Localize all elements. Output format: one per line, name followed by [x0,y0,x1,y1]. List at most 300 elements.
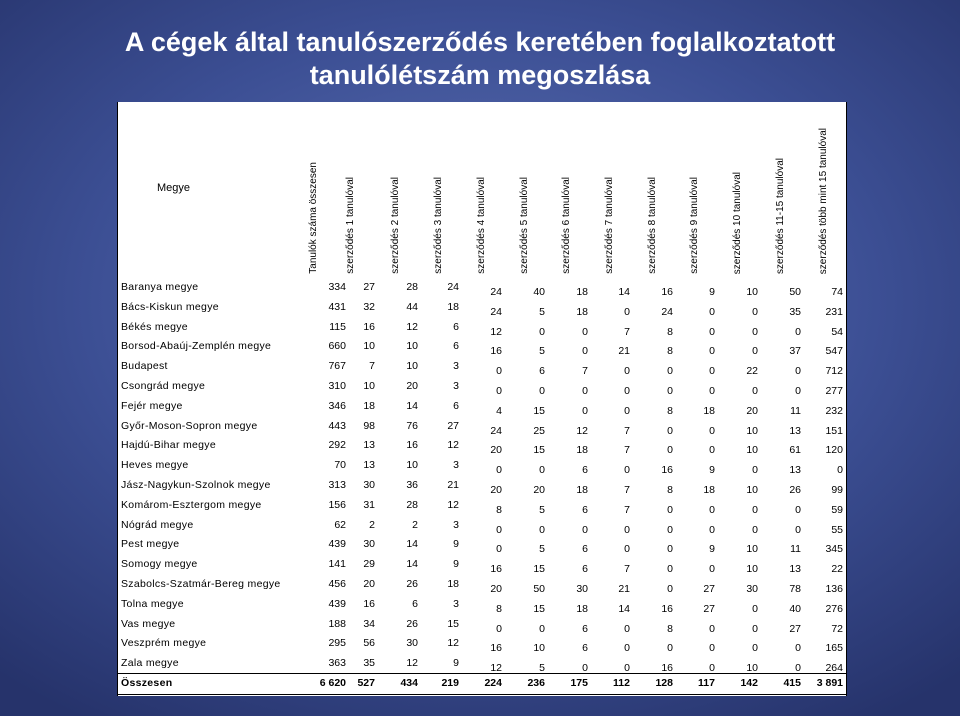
table-cell: 18 [576,305,588,318]
table-cell: 18 [576,484,588,496]
table-cell: 16 [363,320,375,333]
table-cell: 0 [709,365,715,378]
county-name: Borsod-Abaúj-Zemplén megye [121,340,272,353]
column-header-3 [385,102,405,276]
column-header-label: szerződés több mint 15 tanulóval [818,127,829,274]
table-cell: 44 [406,300,418,313]
table-cell: 0 [667,642,673,655]
table-cell: 20 [490,484,502,496]
table-cell: 27 [363,281,375,293]
county-name: Jász-Nagykun-Szolnok megye [121,479,271,491]
table-cell: 415 [783,677,801,689]
table-cell: 0 [582,345,588,358]
table-cell: 16 [490,642,502,655]
table-cell: 29 [363,558,375,571]
table-cell: 10 [746,424,758,437]
table-cell: 74 [831,286,843,298]
table-cell: 14 [618,602,630,615]
table-cell: 0 [795,503,801,516]
table-cell: 0 [624,365,630,378]
table-cell: 0 [496,622,502,635]
table-cell: 264 [825,662,843,675]
table-cell: 27 [703,583,715,595]
table-row [117,614,847,634]
county-name: Heves megye [121,459,189,472]
table-cell: 0 [624,662,630,675]
table-cell: 0 [624,305,630,318]
county-name: Szabolcs-Szatmár-Bereg megye [121,578,281,590]
table-cell: 10 [363,340,375,353]
table-cell: 10 [746,662,758,675]
table-cell: 13 [789,563,801,576]
table-cell: 16 [490,345,502,358]
county-name: Tolna megye [121,597,184,610]
county-name: Vas megye [121,617,176,630]
table-cell: 24 [490,424,502,437]
table-cell: 22 [831,563,843,576]
county-name: Fejér megye [121,399,183,412]
county-name: Pest megye [121,538,180,551]
table-cell: 0 [709,444,715,457]
table-cell: 236 [527,677,545,689]
table-cell: 0 [496,385,502,397]
table-cell: 98 [363,419,375,432]
table-cell: 15 [447,617,459,630]
table-cell: 6 [582,563,588,576]
table-cell: 30 [363,538,375,551]
table-cell: 2 [412,518,418,531]
table-cell: 18 [363,399,375,412]
table-cell: 30 [746,583,758,595]
table-cell: 12 [406,320,418,333]
table-cell: 99 [831,484,843,496]
table-cell: 0 [709,424,715,437]
table-cell: 59 [831,503,843,516]
table-row [117,317,847,337]
table-cell: 28 [406,281,418,293]
table-cell: 0 [667,543,673,556]
table-cell: 0 [624,464,630,477]
table-cell: 56 [363,637,375,650]
column-header-2 [340,102,360,276]
table-cell: 24 [490,286,502,298]
table-cell: 456 [328,578,346,590]
table-cell: 9 [453,558,459,571]
table-row [117,515,847,535]
table-cell: 34 [363,617,375,630]
county-name: Baranya megye [121,281,199,293]
table-cell: 16 [661,286,673,298]
table-cell: 0 [752,602,758,615]
table-cell: 0 [667,424,673,437]
table-cell: 31 [363,498,375,511]
table-cell: 40 [533,286,545,298]
column-header-label: szerződés 5 tanulóval [519,177,530,274]
table-cell: 0 [752,503,758,516]
table-cell: 0 [539,464,545,477]
table-cell: 8 [667,622,673,635]
table-cell: 0 [709,662,715,675]
table-cell: 7 [624,424,630,437]
table-cell: 439 [328,538,346,551]
table-cell: 0 [624,642,630,655]
table-cell: 37 [789,345,801,358]
table-cell: 0 [795,523,801,536]
table-cell: 16 [661,602,673,615]
table-cell: 9 [709,543,715,556]
column-header-9 [642,102,662,276]
table-cell: 11 [790,404,801,417]
table-cell: 0 [496,523,502,536]
table-cell: 136 [825,583,843,595]
table-cell: 22 [746,365,758,378]
table-cell: 547 [825,345,843,358]
table-cell: 0 [752,385,758,397]
table-cell: 12 [406,657,418,670]
table-cell: 6 620 [319,677,346,689]
county-name: Zala megye [121,657,179,670]
table-cell: 36 [406,479,418,491]
table-cell: 20 [363,578,375,590]
table-cell: 10 [533,642,545,655]
table-cell: 27 [447,419,459,432]
table-cell: 5 [539,543,545,556]
table-cell: 0 [709,305,715,318]
column-header-label: szerződés 6 tanulóval [561,177,572,274]
table-cell: 0 [539,523,545,536]
table-cell: 0 [667,583,673,595]
table-cell: 20 [746,404,758,417]
table-cell: 6 [582,503,588,516]
table-row [117,534,847,554]
table-cell: 527 [357,677,375,689]
table-cell: 0 [582,385,588,397]
table-cell: 16 [363,597,375,610]
table-cell: 363 [328,657,346,670]
table-cell: 345 [825,543,843,556]
table-cell: 12 [447,439,459,452]
table-cell: 15 [533,563,545,576]
table-cell: 72 [831,622,843,635]
table-cell: 26 [789,484,801,496]
table-cell: 50 [533,583,545,595]
table-cell: 0 [667,444,673,457]
table-cell: 0 [624,622,630,635]
county-name: Békés megye [121,320,188,333]
table-cell: 14 [406,399,418,412]
column-header-6 [514,102,534,276]
county-name: Győr-Moson-Sopron megye [121,419,258,432]
table-cell: 18 [447,578,459,590]
table-cell: 0 [582,662,588,675]
table-cell: 14 [406,538,418,551]
column-header-label: szerződés 11-15 tanulóval [775,158,786,274]
table-cell: 0 [795,642,801,655]
table-cell: 295 [328,637,346,650]
table-cell: 12 [447,498,459,511]
table-cell: 5 [539,662,545,675]
table-cell: 18 [576,444,588,457]
table-row [117,356,847,376]
table-cell: 3 [453,459,459,472]
table-cell: 0 [667,523,673,536]
table-cell: 76 [406,419,418,432]
table-cell: 8 [667,404,673,417]
table-cell: 8 [667,484,673,496]
table-cell: 3 [453,518,459,531]
table-cell: 15 [533,444,545,457]
table-cell: 21 [618,345,630,358]
table-cell: 7 [624,484,630,496]
table-row [117,574,847,594]
table-cell: 0 [795,365,801,378]
table-cell: 40 [789,602,801,615]
table-cell: 4 [496,404,502,417]
table-cell: 35 [789,305,801,318]
table-cell: 0 [752,523,758,536]
county-name: Hajdú-Bihar megye [121,439,216,452]
table-row [117,475,847,495]
table-cell: 10 [406,340,418,353]
total-label: Összesen [121,677,173,689]
table-cell: 10 [746,484,758,496]
title-line-2: tanulólétszám megoszlása [309,60,651,90]
table-row [117,396,847,416]
column-header-10 [684,102,704,276]
table-cell: 13 [363,459,375,472]
table-cell: 16 [406,439,418,452]
table-cell: 277 [825,385,843,397]
table-cell: 20 [490,583,502,595]
table-cell: 7 [624,325,630,338]
table-header [117,102,847,276]
table-cell: 6 [582,464,588,477]
table-row [117,653,847,673]
table-cell: 6 [453,320,459,333]
table-cell: 0 [837,464,843,477]
column-header-8 [599,102,619,276]
table-cell: 0 [624,523,630,536]
table-cell: 334 [328,281,346,293]
table-cell: 0 [709,345,715,358]
table-cell: 24 [661,305,673,318]
table-cell: 3 [453,360,459,373]
column-header-11 [727,102,747,276]
table-cell: 32 [363,300,375,313]
table-cell: 0 [709,385,715,397]
table-row [117,594,847,614]
table-cell: 0 [539,325,545,338]
table-cell: 310 [328,380,346,392]
table-cell: 8 [667,345,673,358]
column-header-label: szerződés 9 tanulóval [689,177,700,274]
table-cell: 0 [624,404,630,417]
total-row [117,673,847,695]
table-cell: 25 [533,424,545,437]
table-row [117,297,847,317]
table-cell: 28 [406,498,418,511]
table-cell: 24 [490,305,502,318]
table-cell: 54 [831,325,843,338]
column-header-label: szerződés 3 tanulóval [433,177,444,274]
table-cell: 20 [490,444,502,457]
county-name: Veszprém megye [121,637,207,650]
table-cell: 26 [406,617,418,630]
table-cell: 0 [752,642,758,655]
table-cell: 16 [661,662,673,675]
column-header-5 [471,102,491,276]
table-cell: 6 [412,597,418,610]
table-cell: 0 [496,464,502,477]
table-cell: 5 [539,345,545,358]
table-cell: 232 [825,404,843,417]
table-cell: 142 [740,677,758,689]
table-row [117,277,847,297]
table-cell: 6 [539,365,545,378]
table-cell: 0 [667,503,673,516]
table-cell: 11 [790,543,801,556]
table-cell: 231 [825,305,843,318]
table-cell: 660 [328,340,346,353]
county-name: Nógrád megye [121,518,194,531]
column-header-label: szerződés 4 tanulóval [476,177,487,274]
table-cell: 276 [825,602,843,615]
table-row [117,376,847,396]
table-cell: 24 [447,281,459,293]
column-header-label: szerződés 8 tanulóval [647,177,658,274]
table-cell: 10 [746,563,758,576]
table-cell: 12 [490,662,502,675]
table-row [117,435,847,455]
table-cell: 20 [533,484,545,496]
table-cell: 3 [453,380,459,392]
table-cell: 10 [363,380,375,392]
table-cell: 117 [698,677,715,689]
table-cell: 0 [667,385,673,397]
table-cell: 0 [667,563,673,576]
column-header-label: szerződés 7 tanulóval [604,177,615,274]
table-cell: 8 [496,602,502,615]
table-cell: 18 [576,602,588,615]
table-row [117,336,847,356]
table-cell: 0 [582,523,588,536]
table-row [117,495,847,515]
column-header-1 [303,102,323,276]
table-cell: 12 [447,637,459,650]
table-cell: 13 [789,424,801,437]
table-cell: 0 [752,345,758,358]
table-cell: 0 [752,622,758,635]
table-cell: 7 [624,563,630,576]
table-cell: 13 [789,464,801,477]
table-cell: 313 [328,479,346,491]
column-header-label: szerződés 2 tanulóval [390,177,401,274]
table-cell: 0 [582,325,588,338]
table-cell: 20 [406,380,418,392]
table-cell: 26 [406,578,418,590]
table-cell: 9 [709,464,715,477]
table-cell: 9 [453,538,459,551]
table-cell: 0 [709,503,715,516]
table-cell: 712 [825,365,843,378]
table-cell: 6 [582,622,588,635]
table-cell: 10 [406,360,418,373]
table-cell: 6 [453,399,459,412]
table-cell: 5 [539,305,545,318]
county-name: Bács-Kiskun megye [121,300,219,313]
table-cell: 7 [582,365,588,378]
table-cell: 27 [789,622,801,635]
title-line-1: A cégek által tanulószerződés keretében foglalkoztatott [124,27,836,57]
column-header-7 [556,102,576,276]
table-cell: 3 891 [816,677,843,689]
table-cell: 3 [453,597,459,610]
table-cell: 27 [703,602,715,615]
table-cell: 7 [369,360,375,373]
table-cell: 0 [709,563,715,576]
county-name: Csongrád megye [121,380,206,392]
table-cell: 0 [539,385,545,397]
table-cell: 15 [533,602,545,615]
table-cell: 292 [328,439,346,452]
table-cell: 0 [582,404,588,417]
row-header-megye: Megye [157,182,191,194]
county-name: Komárom-Esztergom megye [121,498,262,511]
table-cell: 10 [746,444,758,457]
column-header-label: szerződés 1 tanulóval [345,177,356,274]
column-header-12 [770,102,790,276]
table-cell: 0 [624,543,630,556]
table-cell: 16 [490,563,502,576]
table-cell: 165 [825,642,843,655]
table-row [117,554,847,574]
table-cell: 2 [369,518,375,531]
table-cell: 61 [789,444,801,457]
table-cell: 219 [441,677,459,689]
table-cell: 0 [709,642,715,655]
column-header-label: Tanulók száma összesen [308,162,319,274]
table-cell: 10 [406,459,418,472]
table-cell: 115 [329,320,346,333]
table-cell: 10 [746,543,758,556]
county-name: Budapest [121,360,168,373]
table-cell: 21 [447,479,459,491]
table-cell: 14 [618,286,630,298]
table-cell: 175 [570,677,588,689]
table-cell: 7 [624,503,630,516]
table-cell: 9 [709,286,715,298]
table-cell: 14 [406,558,418,571]
table-cell: 50 [789,286,801,298]
column-header-13 [813,102,833,276]
distribution-table [117,102,847,696]
table-cell: 439 [328,597,346,610]
table-cell: 78 [789,583,801,595]
table-cell: 0 [795,385,801,397]
table-cell: 6 [582,543,588,556]
table-cell: 141 [328,558,346,571]
table-cell: 156 [328,498,346,511]
table-cell: 0 [709,325,715,338]
table-cell: 18 [703,404,715,417]
table-cell: 15 [533,404,545,417]
table-cell: 0 [539,622,545,635]
table-cell: 431 [328,300,346,313]
table-cell: 128 [655,677,673,689]
table-cell: 30 [576,583,588,595]
table-cell: 18 [703,484,715,496]
table-cell: 62 [334,518,346,531]
